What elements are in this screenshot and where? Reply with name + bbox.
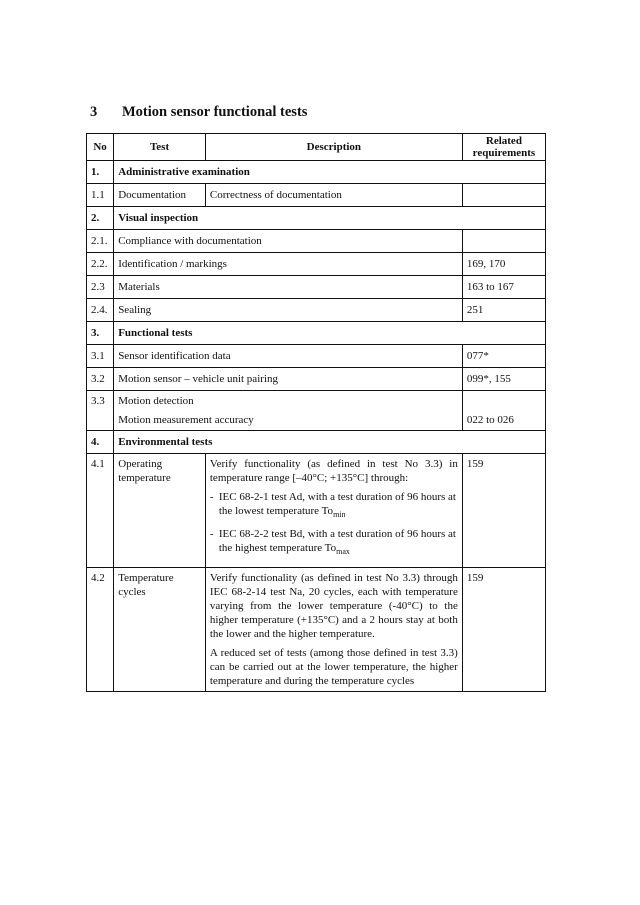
table-row [87, 253, 546, 276]
table-row [87, 568, 546, 692]
group-title: Environmental tests [114, 431, 546, 454]
cell-no: 3.3 [87, 391, 114, 431]
cell-no: 2. [87, 207, 114, 230]
cell-requirements: 077* [462, 345, 545, 368]
table-row [87, 299, 546, 322]
cell-no: 1.1 [87, 184, 114, 207]
cell-no: 1. [87, 161, 114, 184]
tests-table [86, 133, 546, 692]
cell-requirements: 159 [462, 568, 545, 692]
header-requirements: Related requirements [462, 134, 545, 161]
group-title: Visual inspection [114, 207, 546, 230]
table-row [87, 454, 546, 568]
cell-test: Sensor identification data [114, 345, 463, 368]
bullet-dash: - [209, 528, 214, 541]
subscript: min [333, 510, 346, 520]
cell-description [205, 454, 462, 568]
bullet-dash: - [209, 491, 214, 503]
cell-test: Identification / markings [114, 253, 463, 276]
description-text: Verify functionality (as defined in test No 3.3) in temperature range [–40°C; +135°C] through: [209, 458, 458, 484]
section-number: 3 [90, 104, 98, 120]
cell-test: Operating temperature [114, 454, 206, 568]
cell-description [205, 568, 462, 692]
cell-test: Compliance with documentation [114, 230, 463, 253]
section-heading [90, 104, 307, 121]
bullet-text: IEC 68-2-1 test Ad, with a test duration of 96 hours at the lowest temperature To [218, 491, 456, 517]
header-test: Test [114, 134, 206, 161]
cell-requirements [462, 184, 545, 207]
cell-test: Materials [114, 276, 463, 299]
description-text: A reduced set of tests (among those defined in test 3.3) can be carried out at the lower temperature, the higher temperature and during the temperature cycles [209, 647, 458, 688]
cell-requirements: 169, 170 [462, 253, 545, 276]
bullet-text: IEC 68-2-2 test Bd, with a test duration of 96 hours at the highest temperature To [218, 528, 456, 555]
cell-test: Temperature cycles [114, 568, 206, 692]
header-description: Description [205, 134, 462, 161]
cell-no: 4.2 [87, 568, 114, 692]
header-no: No [87, 134, 114, 161]
cell-no: 2.3 [87, 276, 114, 299]
cell-test [114, 391, 463, 431]
table-row [87, 368, 546, 391]
table-row [87, 391, 546, 431]
table-row [87, 184, 546, 207]
group-row [87, 322, 546, 345]
table-row [87, 230, 546, 253]
test-line: Motion measurement accuracy [118, 414, 254, 426]
cell-no: 3.1 [87, 345, 114, 368]
cell-no: 4.1 [87, 454, 114, 568]
cell-no: 4. [87, 431, 114, 454]
cell-requirements [462, 230, 545, 253]
cell-no: 3.2 [87, 368, 114, 391]
group-title: Administrative examination [114, 161, 546, 184]
cell-description: Correctness of documentation [205, 184, 462, 207]
group-title: Functional tests [114, 322, 546, 345]
subscript: max [336, 547, 350, 557]
cell-test: Documentation [114, 184, 206, 207]
table-row [87, 276, 546, 299]
table-header-row [87, 134, 546, 161]
cell-requirements: 099*, 155 [462, 368, 545, 391]
cell-no: 2.2. [87, 253, 114, 276]
group-row [87, 161, 546, 184]
cell-test: Sealing [114, 299, 463, 322]
section-title: Motion sensor functional tests [122, 104, 308, 120]
cell-requirements: 163 to 167 [462, 276, 545, 299]
list-item [210, 527, 458, 559]
cell-requirements: 159 [462, 454, 545, 568]
cell-no: 2.1. [87, 230, 114, 253]
cell-no: 3. [87, 322, 114, 345]
cell-requirements: 022 to 026 [462, 391, 545, 431]
cell-test: Motion sensor – vehicle unit pairing [114, 368, 463, 391]
group-row [87, 207, 546, 230]
cell-requirements: 251 [462, 299, 545, 322]
list-item [210, 490, 458, 522]
group-row [87, 431, 546, 454]
table-row [87, 345, 546, 368]
description-text: Verify functionality (as defined in test No 3.3) through IEC 68-2-14 test Na, 20 cycles, each with temperature varying from the lower temperature (-40°C) to the higher temperature (+135°C) and a 2 hours stay at both the lower and the higher temperature. [209, 572, 458, 641]
cell-no: 2.4. [87, 299, 114, 322]
test-line: Motion detection [118, 395, 194, 407]
